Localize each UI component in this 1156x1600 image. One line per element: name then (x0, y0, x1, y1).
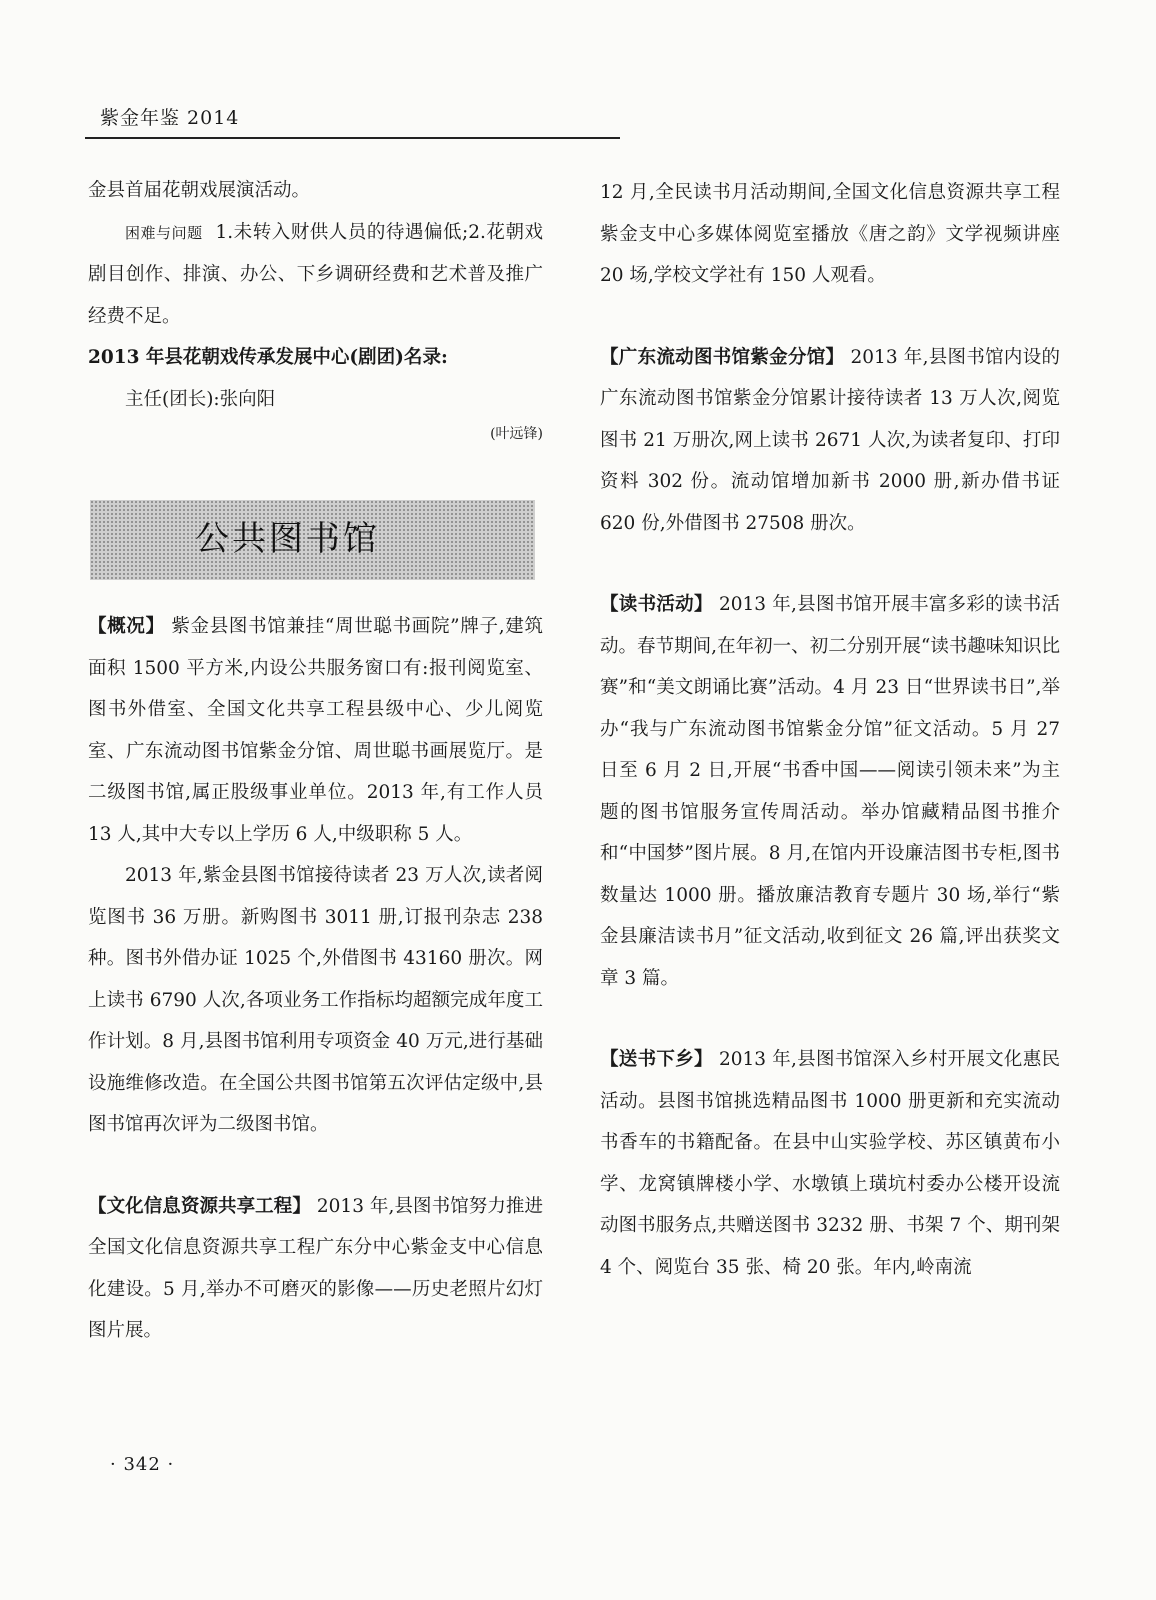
page-number: · 342 · (110, 1454, 175, 1475)
difficulties-label: 困难与问题 (125, 223, 203, 242)
share-text: 2013 年,县图书馆努力推进全国文化信息资源共享工程广东分中心紫金支中心信息化建设。5 月,举办不可磨灭的影像——历史老照片幻灯图片展。 (88, 1195, 543, 1341)
running-header: 紫金年鉴 2014 (100, 107, 240, 129)
spacer (600, 999, 1060, 1039)
mobile-library-text: 2013 年,县图书馆内设的广东流动图书馆紫金分馆累计接待读者 13 万人次,阅览图书 21 万册次,网上读书 2671 人次,为读者复印、打印资料 302 份。流动馆增加新书 2000 册,新办借书证 620 份,外借图书 27508 册次。 (600, 346, 1061, 534)
author-credit: (叶远锋) (490, 426, 543, 442)
share-paragraph (88, 1186, 543, 1352)
difficulties-text: 1.未转入财供人员的待遇偏低;2.花朝戏剧目创作、排演、办公、下乡调研经费和艺术普及推广经费不足。 (88, 221, 543, 327)
reading-activity-paragraph (600, 584, 1060, 999)
reading-activity-tag: 【读书活动】 (600, 594, 713, 615)
spacer (600, 544, 1060, 584)
section-title: 公共图书馆 (195, 519, 380, 560)
overview-paragraph-2: 2013 年,紫金县图书馆接待读者 23 万人次,读者阅览图书 36 万册。新购图书 3011 册,订报刊杂志 238 种。图书外借办证 1025 个,外借图书 43160 册次。网上读书 6790 人次,各项业务工作指标均超额完成年度工作计划。8 月,县图书馆利用专项资金 40 万元,进行基础设施维修改造。在全国公共图书馆第五次评估定级中,县图书馆再次评为二级图书馆。 (88, 865, 543, 1135)
books-to-villages-text: 2013 年,县图书馆深入乡村开展文化惠民活动。县图书馆挑选精品图书 1000 册更新和充实流动书香车的书籍配备。在县中山实验学校、苏区镇黄布小学、龙窝镇牌楼小学、水墩镇上璜坑村委办公楼开设流动图书服务点,共赠送图书 3232 册、书架 7 个、期刊架 4 个、阅览台 35 张、椅 20 张。年内,岭南流 (600, 1049, 1060, 1278)
paragraph-continued: 金县首届花朝戏展演活动。 (88, 180, 311, 201)
overview-text: 紫金县图书馆兼挂“周世聪书画院”牌子,建筑面积 1500 平方米,内设公共服务窗口有:报刊阅览室、图书外借室、全国文化共享工程县级中心、少儿阅览室、广东流动图书馆紫金分馆、周世聪书画展览厅。是二级图书馆,属正股级事业单位。2013 年,有工作人员 13 人,其中大专以上学历 6 人,中级职称 5 人。 (88, 616, 543, 845)
right-column (600, 172, 1060, 1288)
roster-title: 2013 年县花朝戏传承发展中心(剧团)名录: (88, 347, 448, 368)
difficulties-paragraph (88, 212, 543, 338)
spacer (88, 1146, 543, 1186)
mobile-library-tag: 【广东流动图书馆紫金分馆】 (600, 346, 845, 368)
share-paragraph-continued: 12 月,全民读书月活动期间,全国文化信息资源共享工程紫金支中心多媒体阅览室播放《唐之韵》文学视频讲座 20 场,学校文学社有 150 人观看。 (600, 182, 1060, 286)
books-to-villages-paragraph (600, 1039, 1060, 1288)
header-rule (85, 137, 620, 139)
overview-tag: 【概况】 (88, 616, 165, 637)
share-tag: 【文化信息资源共享工程】 (88, 1195, 311, 1217)
spacer (600, 297, 1060, 337)
reading-activity-text: 2013 年,县图书馆开展丰富多彩的读书活动。春节期间,在年初一、初二分别开展“读书趣味知识比赛”和“美文朗诵比赛”活动。4 月 23 日“世界读书日”,举办“我与广东流动图书馆紫金分馆”征文活动。5 月 27 日至 6 月 2 日,开展“书香中国——阅读引领未来”为主题的图书馆服务宣传周活动。举办馆藏精品图书推介和“中国梦”图片展。8 月,在馆内开设廉洁图书专柜,图书数量达 1000 册。播放廉洁教育专题片 30 场,举行“紫金县廉洁读书月”征文活动,收到征文 26 篇,评出获奖文章 3 篇。 (600, 594, 1060, 989)
roster-item: 主任(团长):张向阳 (125, 388, 276, 410)
overview-paragraph (88, 606, 543, 855)
left-column (88, 170, 543, 1352)
books-to-villages-tag: 【送书下乡】 (600, 1049, 713, 1070)
section-banner (90, 500, 535, 580)
mobile-library-paragraph (600, 337, 1060, 545)
